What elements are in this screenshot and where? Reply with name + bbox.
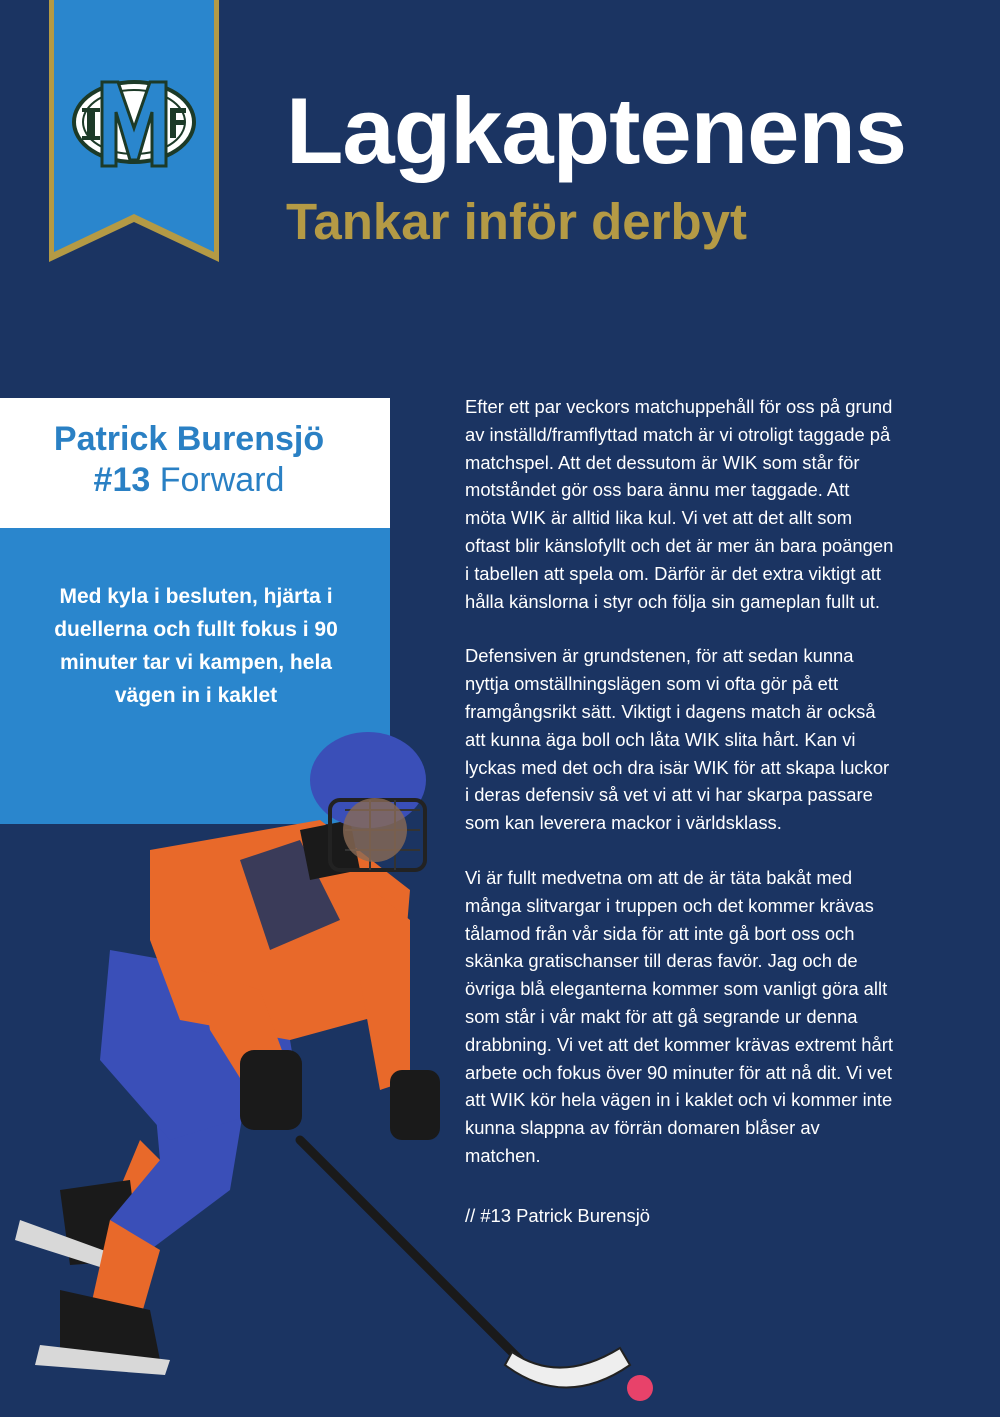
article-signature: // #13 Patrick Burensjö (465, 1205, 651, 1226)
club-banner (46, 0, 222, 266)
player-position: Forward (159, 461, 285, 499)
article-paragraph: Defensiven är grundstenen, för att sedan kunna nyttja omställningslägen som vi ofta gör på ett framgångsrikt sätt. Viktigt i dagens match är också att kunna äga boll och låta WIK slita hårt. Kan vi lyckas med det och dra isär WIK för att skapa luckor i deras defensiv så vet vi att vi har skarpa passare som kan leverera mackor i världsklass. (465, 645, 890, 834)
article-paragraph: Efter ett par veckors matchuppehåll för oss på grund av inställd/framflyttad match är vi otroligt taggade på matchspel. Att det dessutom är WIK som står för motståndet gör oss bara ännu mer taggade. Att möta WIK är alltid lika kul. Vi vet att det allt som oftast blir känslofyllt och det är mer än bara poängen i tabellen att spela om. Därför är det extra viktigt att hålla känslorna i styr och följa sin gameplan fullt ut. (465, 396, 894, 612)
pull-quote: Med kyla i besluten, hjärta i duellerna och fullt fokus i 90 minuter tar vi kampen, hela vägen in i kaklet (54, 585, 338, 707)
player-number: #13 (93, 461, 151, 499)
club-logo (46, 0, 222, 266)
page-title: Lagkaptenens (286, 78, 907, 183)
player-name: Patrick Burensjö (53, 420, 325, 458)
article-paragraph: Vi är fullt medvetna om att de är täta bakåt med många slitvargar i truppen och det kommer krävas tålamod från vår sida för att inte gå bort oss och skänka gratischanser till deras favör. Jag och de övriga blå eleganterna kommer som vanligt göra allt som står i vår makt för att gå segrande ur denna drabbning. Vi vet att det kommer krävas extremt hårt arbete och fokus över 90 minuter för att nå dit. Vi vet att WIK kör hela vägen in i kaklet och vi kommer inte kunna slappna av förrän domaren blåser av matchen. (465, 866, 893, 1166)
page-subtitle: Tankar inför derbyt (286, 193, 747, 250)
player-number-position (0, 461, 378, 500)
article-body (465, 393, 965, 1197)
